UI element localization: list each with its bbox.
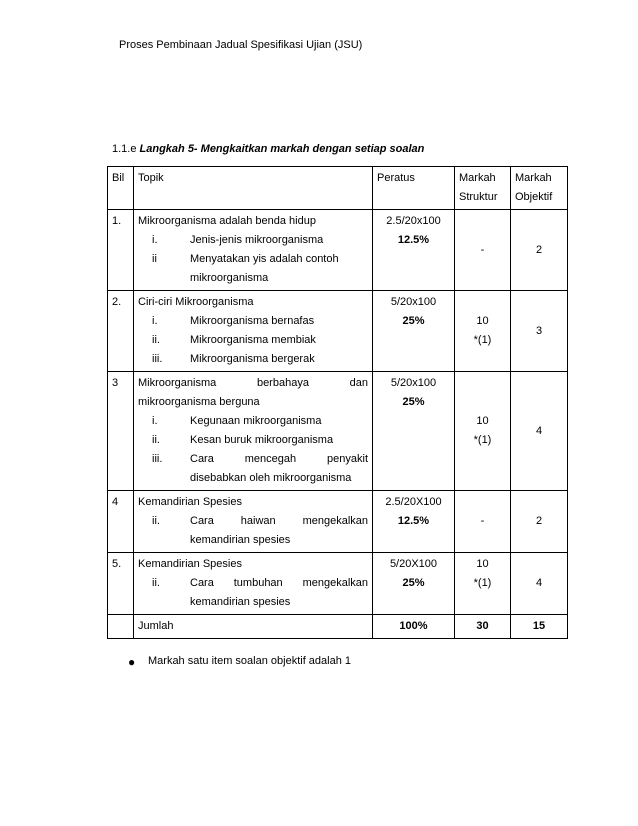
row-markah-struktur: - xyxy=(455,491,511,553)
subtopic: ii. Kesan buruk mikroorganisma xyxy=(152,434,334,446)
row-peratus: 2.5/20x100 12.5% xyxy=(373,210,455,291)
note-text: Markah satu item soalan objektif adalah 1 xyxy=(148,655,352,667)
table-row xyxy=(108,291,568,372)
total-row xyxy=(108,615,568,639)
subtopic: iii. Cara mencegah penyakit xyxy=(152,453,368,465)
table-header-row xyxy=(108,167,568,210)
row-bil: 4 xyxy=(108,491,134,553)
row-topic: Ciri-ciri Mikroorganisma i. Mikroorganisma bernafas ii. Mikroorganisma membiak iii. Mikroorganisma bergerak xyxy=(134,291,373,372)
row-topic: Mikroorganisma berbahaya dan mikroorganisma berguna i. Kegunaan mikroorganisma ii. Kesan buruk mikroorganisma iii. Cara mencegah penyakit disebabkan oleh mikroorganisma xyxy=(134,372,373,491)
row-peratus: 5/20x100 25% xyxy=(373,291,455,372)
row-markah-struktur: 10 *(1) xyxy=(455,372,511,491)
row-bil: 2. xyxy=(108,291,134,372)
jsu-table xyxy=(107,166,568,639)
total-peratus: 100% xyxy=(373,615,455,639)
subtopic: ii. Mikroorganisma membiak xyxy=(152,334,316,346)
subtopic: ii. Cara tumbuhan mengekalkan xyxy=(152,577,368,589)
row-topic: Kemandirian Spesies ii. Cara haiwan mengekalkan kemandirian spesies xyxy=(134,491,373,553)
row-markah-struktur: - xyxy=(455,210,511,291)
table-row xyxy=(108,372,568,491)
header-markah-objektif: Markah Objektif xyxy=(511,167,568,210)
row-bil: 5. xyxy=(108,553,134,615)
row-topic: Kemandirian Spesies ii. Cara tumbuhan mengekalkan kemandirian spesies xyxy=(134,553,373,615)
total-markah-struktur: 30 xyxy=(455,615,511,639)
row-peratus: 5/20x100 25% xyxy=(373,372,455,491)
row-markah-objektif: 3 xyxy=(511,291,568,372)
row-markah-objektif: 2 xyxy=(511,210,568,291)
section-title: Langkah 5- Mengkaitkan markah dengan setiap soalan xyxy=(139,143,425,155)
subtopic: i. Jenis-jenis mikroorganisma xyxy=(152,234,324,246)
row-topic: Mikroorganisma adalah benda hidup i. Jenis-jenis mikroorganisma ii Menyatakan yis adalah contoh mikroorganisma xyxy=(134,210,373,291)
header-bil: Bil xyxy=(108,167,134,210)
note-bullet xyxy=(128,655,351,669)
row-markah-objektif: 4 xyxy=(511,372,568,491)
header-markah-struktur: Markah Struktur xyxy=(455,167,511,210)
subtopic: iii. Mikroorganisma bergerak xyxy=(152,353,315,365)
row-bil: 3 xyxy=(108,372,134,491)
section-heading xyxy=(112,143,424,155)
row-markah-objektif: 2 xyxy=(511,491,568,553)
table-row xyxy=(108,553,568,615)
header-topik: Topik xyxy=(134,167,373,210)
bullet-icon: ● xyxy=(128,655,136,669)
table-row xyxy=(108,210,568,291)
row-peratus: 2.5/20X100 12.5% xyxy=(373,491,455,553)
row-markah-struktur: 10 *(1) xyxy=(455,291,511,372)
subtopic: ii. Cara haiwan mengekalkan xyxy=(152,515,368,527)
row-bil: 1. xyxy=(108,210,134,291)
page-header: Proses Pembinaan Jadual Spesifikasi Ujian (JSU) xyxy=(119,39,363,51)
total-label: Jumlah xyxy=(134,615,373,639)
row-markah-objektif: 4 xyxy=(511,553,568,615)
total-bil-empty xyxy=(108,615,134,639)
subtopic: ii Menyatakan yis adalah contoh xyxy=(152,253,339,265)
table-row xyxy=(108,491,568,553)
subtopic: i. Mikroorganisma bernafas xyxy=(152,315,315,327)
total-markah-objektif: 15 xyxy=(511,615,568,639)
section-number: 1.1.e xyxy=(112,143,137,155)
header-peratus: Peratus xyxy=(373,167,455,210)
row-peratus: 5/20X100 25% xyxy=(373,553,455,615)
row-markah-struktur: 10 *(1) xyxy=(455,553,511,615)
subtopic: i. Kegunaan mikroorganisma xyxy=(152,415,322,427)
